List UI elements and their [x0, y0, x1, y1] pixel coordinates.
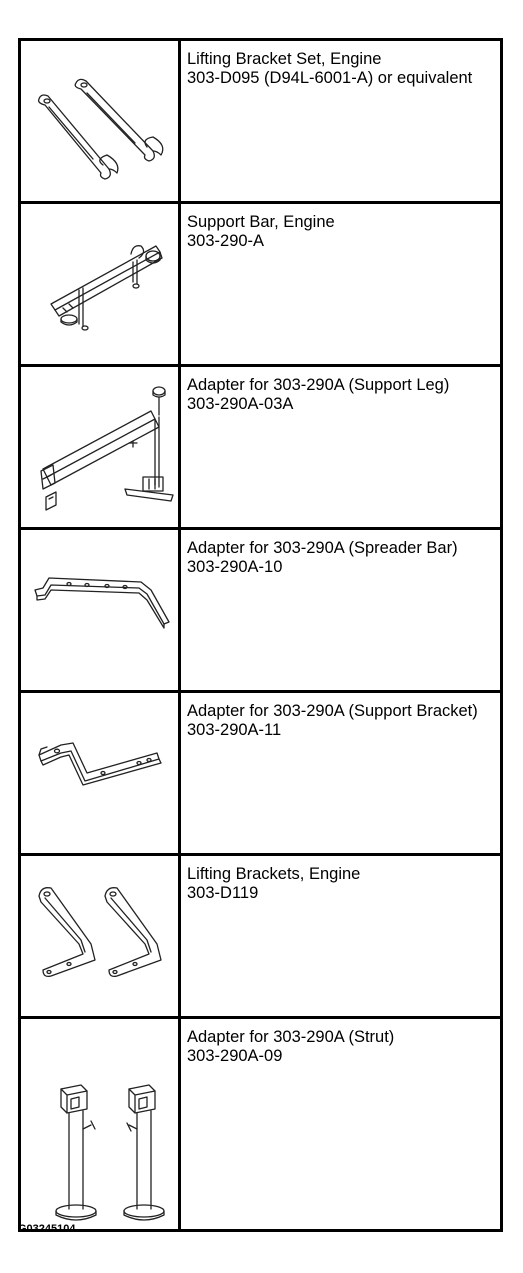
- tool-description-cell: [180, 40, 502, 203]
- table-row: [20, 529, 502, 692]
- table-row: [20, 692, 502, 855]
- tool-illustration-cell: [20, 40, 180, 203]
- support-leg-adapter-icon: [21, 367, 178, 527]
- tool-name: Lifting Brackets, Engine: [187, 865, 361, 883]
- table-row: [20, 1018, 502, 1231]
- table-row: [20, 855, 502, 1018]
- tool-part-number: 303-290A-10: [187, 558, 283, 576]
- tool-name: Adapter for 303-290A (Support Bracket): [187, 702, 478, 720]
- figure-id: G03245104: [18, 1223, 76, 1235]
- special-tools-table: [18, 38, 503, 1232]
- table-row: [20, 203, 502, 366]
- tool-illustration-cell: [20, 529, 180, 692]
- tool-part-number: 303-D095 (D94L-6001-A) or equivalent: [187, 69, 473, 87]
- tool-part-number: 303-D119: [187, 884, 259, 902]
- tool-description-cell: [180, 203, 502, 366]
- tool-description-cell: [180, 529, 502, 692]
- tool-part-number: 303-290-A: [187, 232, 265, 250]
- lifting-bracket-set-icon: [21, 41, 178, 201]
- spreader-bar-adapter-icon: [21, 530, 178, 690]
- support-bar-icon: [21, 204, 178, 364]
- table-row: [20, 366, 502, 529]
- tool-part-number: 303-290A-03A: [187, 395, 294, 413]
- table-row: [20, 40, 502, 203]
- tool-part-number: 303-290A-11: [187, 721, 282, 739]
- tool-description-cell: [180, 1018, 502, 1231]
- support-bracket-adapter-icon: [21, 693, 178, 853]
- tool-description-cell: [180, 692, 502, 855]
- strut-adapter-icon: [21, 1019, 178, 1229]
- tool-name: Lifting Bracket Set, Engine: [187, 50, 382, 68]
- tool-illustration-cell: [20, 1018, 180, 1231]
- tool-description-cell: [180, 855, 502, 1018]
- lifting-brackets-icon: [21, 856, 178, 1016]
- tool-description-cell: [180, 366, 502, 529]
- tool-part-number: 303-290A-09: [187, 1047, 283, 1065]
- tool-name: Adapter for 303-290A (Strut): [187, 1028, 395, 1046]
- tool-illustration-cell: [20, 203, 180, 366]
- tool-name: Adapter for 303-290A (Spreader Bar): [187, 539, 458, 557]
- tool-illustration-cell: [20, 855, 180, 1018]
- tool-name: Support Bar, Engine: [187, 213, 335, 231]
- tool-illustration-cell: [20, 366, 180, 529]
- tool-name: Adapter for 303-290A (Support Leg): [187, 376, 450, 394]
- tool-illustration-cell: [20, 692, 180, 855]
